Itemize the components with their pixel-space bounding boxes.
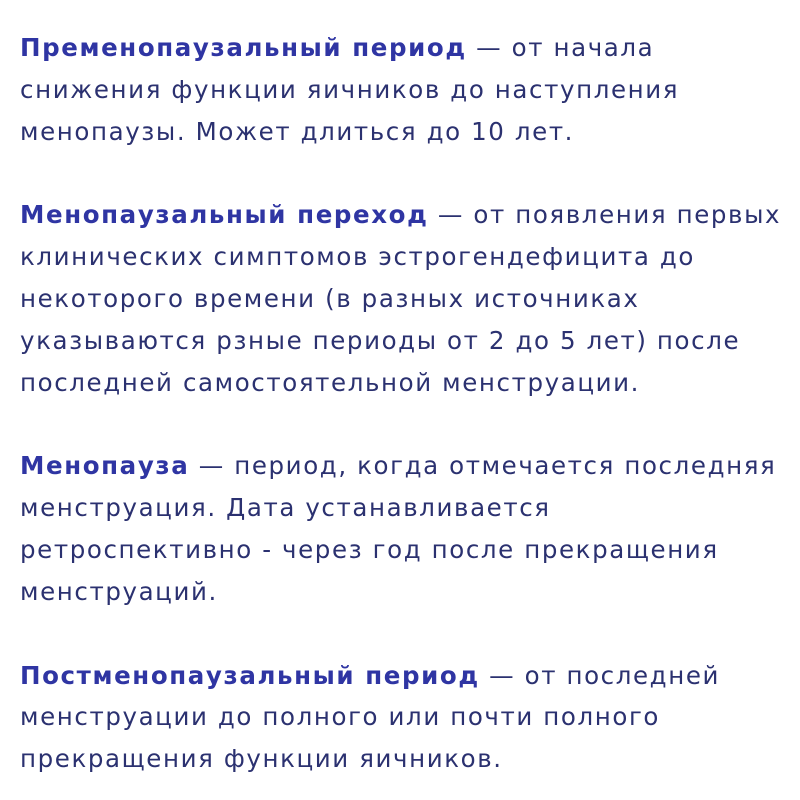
definition-premenopause xyxy=(20,27,790,152)
term-postmenopause: Постменопаузальный период xyxy=(20,660,480,690)
definition-menopause xyxy=(20,445,790,612)
term-menopause: Менопауза xyxy=(20,451,190,481)
description-menopause: — период, когда отмечается последняя менструация. Дата устанавливается ретроспективно - через год после прекращения менструаций. xyxy=(20,451,777,606)
description-premenopause: — от начала снижения функции яичников до наступления менопаузы. Может длиться до 10 лет. xyxy=(20,33,680,146)
definition-menopausal-transition xyxy=(20,194,790,403)
term-premenopause: Пременопаузальный период xyxy=(20,33,467,62)
definition-postmenopause xyxy=(20,655,790,780)
definitions-list xyxy=(20,27,790,780)
description-postmenopause: — от последней менструации до полного или почти полного прекращения функции яичников. xyxy=(20,660,721,774)
description-menopausal-transition: — от появления первых клинических симптомов эстрогендефицита до некоторого времени (в разных источниках указываются рзные периоды от 2 до 5 лет) после последней самостоятельной менструации. xyxy=(20,200,782,397)
term-menopausal-transition: Менопаузальный переход xyxy=(20,200,429,230)
